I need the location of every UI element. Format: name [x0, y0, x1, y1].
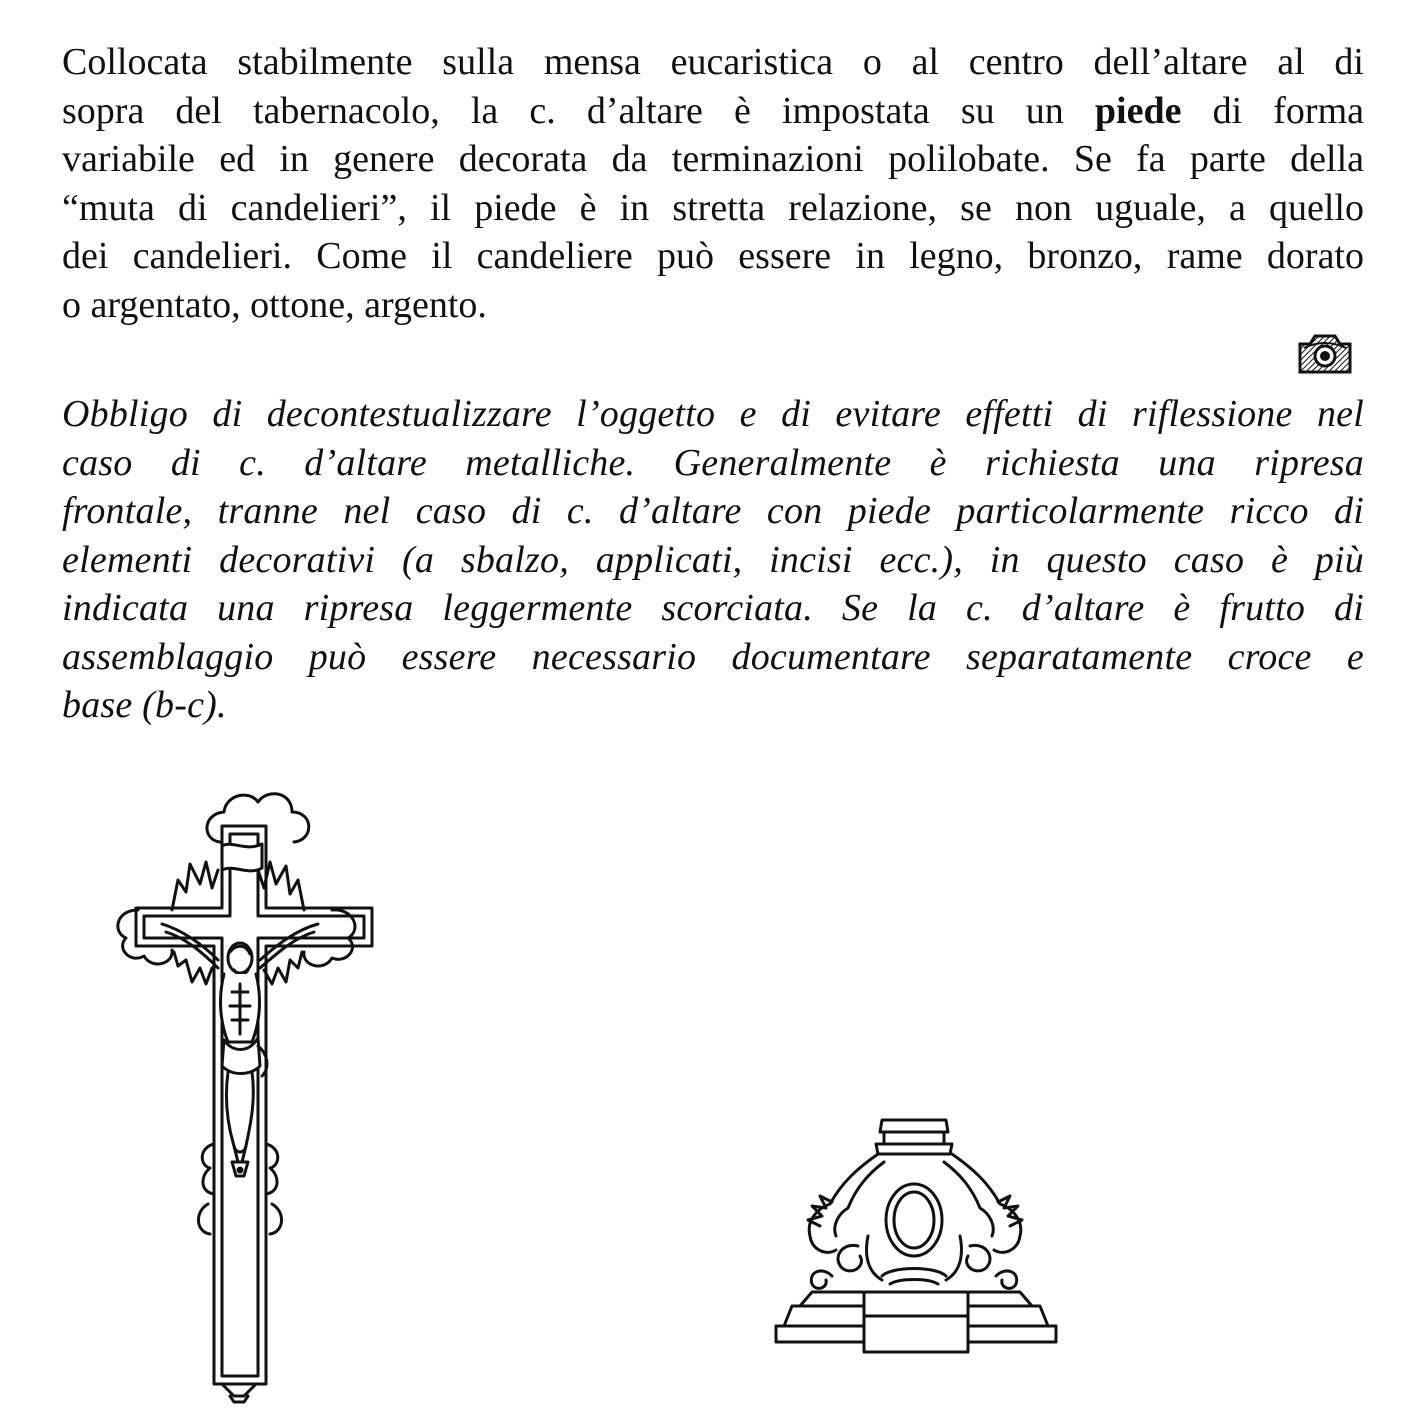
text-line: Collocata stabilmente sulla mensa eucaristica o al centro dell’altare al di	[62, 41, 1364, 83]
crucifix-drawing	[82, 784, 398, 1404]
text-line: frontale, tranne nel caso di c. d’altare con piede particolarmente ricco di	[62, 490, 1364, 532]
text-line: o argentato, ottone, argento.	[62, 283, 487, 326]
text-line	[62, 87, 1364, 136]
text-segment: sopra del tabernacolo, la c. d’altare è impostata su un	[62, 89, 1064, 132]
body-paragraph	[62, 38, 1364, 329]
photo-note-paragraph	[62, 390, 1364, 730]
bold-term: piede	[1094, 89, 1182, 132]
cross-base-drawing	[772, 1116, 1060, 1356]
text-line: indicata una ripresa leggermente scorciata. Se la c. d’altare è frutto di	[62, 587, 1364, 629]
text-line: “muta di candelieri”, il piede è in stretta relazione, se non uguale, a quello	[62, 186, 1364, 229]
text-line: elementi decorativi (a sbalzo, applicati, incisi ecc.), in questo caso è più	[62, 538, 1364, 581]
text-line: Obbligo di decontestualizzare l’oggetto e di evitare effetti di riflessione nel	[62, 393, 1364, 435]
text-segment: di forma	[1212, 89, 1365, 132]
text-line: base (b-c).	[62, 684, 227, 726]
text-line: caso di c. d’altare metalliche. Generalmente è richiesta una ripresa	[62, 441, 1364, 484]
text-line: assemblaggio può essere necessario documentare separatamente croce e	[62, 635, 1364, 678]
text-line: dei candelieri. Come il candeliere può essere in legno, bronzo, rame dorato	[62, 235, 1364, 277]
text-line: variabile ed in genere decorata da terminazioni polilobate. Se fa parte della	[62, 138, 1364, 180]
camera-icon	[1296, 330, 1354, 376]
